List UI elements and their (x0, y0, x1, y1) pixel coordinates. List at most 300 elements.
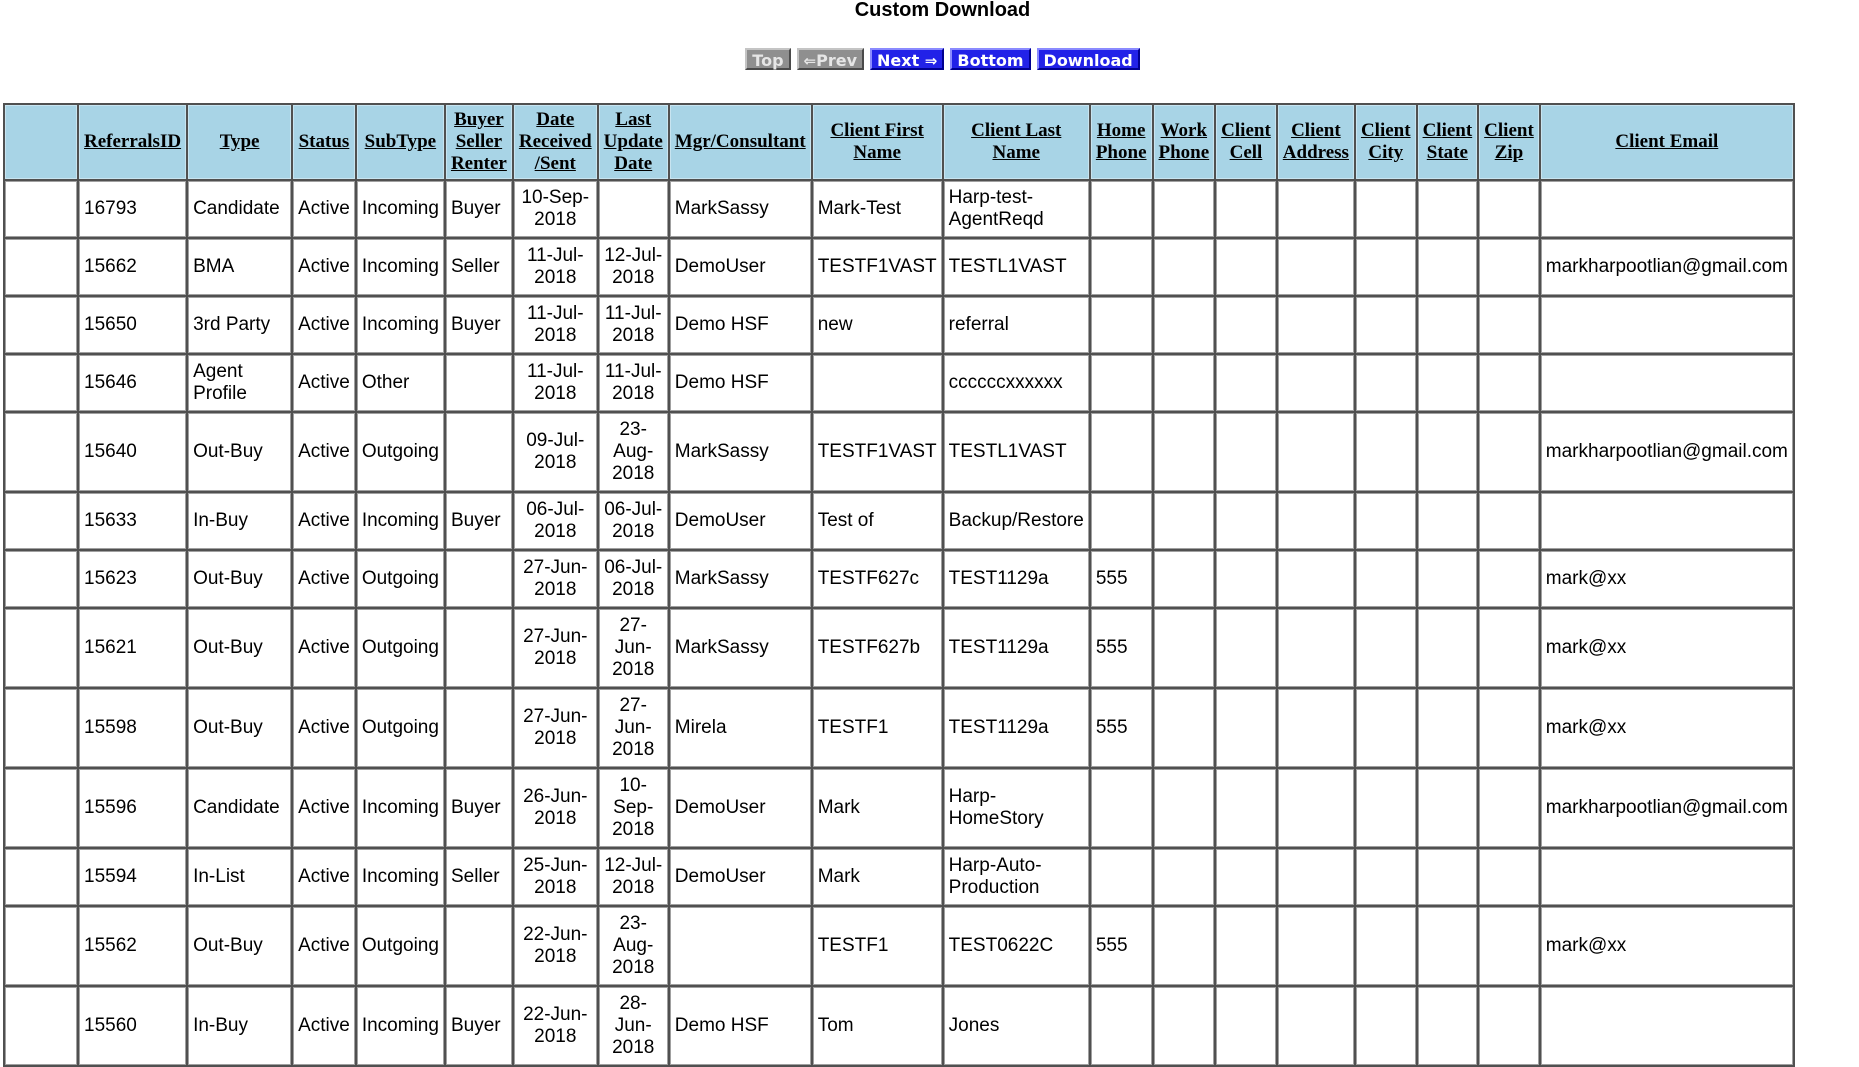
download-button[interactable] (1037, 48, 1140, 70)
table-cell: 15662 (79, 239, 186, 295)
table-cell (1216, 181, 1276, 237)
table-cell: 555 (1091, 907, 1152, 985)
table-cell: In-List (188, 849, 291, 905)
column-header[interactable] (813, 105, 942, 179)
table-cell: Out-Buy (188, 689, 291, 767)
table-cell: Mark-Test (813, 181, 942, 237)
table-cell (1278, 413, 1354, 491)
table-row (5, 689, 1793, 767)
table-cell (1278, 907, 1354, 985)
table-cell (1479, 551, 1539, 607)
table-cell (1278, 689, 1354, 767)
next-button[interactable] (870, 48, 944, 70)
table-cell (1216, 297, 1276, 353)
table-cell: 23-Aug-2018 (599, 907, 668, 985)
table-cell: 555 (1091, 551, 1152, 607)
table-row (5, 493, 1793, 549)
table-cell: 06-Jul-2018 (599, 551, 668, 607)
table-cell: Outgoing (357, 907, 444, 985)
header-row (5, 105, 1793, 179)
table-cell: Out-Buy (188, 609, 291, 687)
table-cell (1216, 609, 1276, 687)
table-cell: Incoming (357, 849, 444, 905)
column-header[interactable] (1216, 105, 1276, 179)
table-cell: 3rd Party (188, 297, 291, 353)
table-cell: 15621 (79, 609, 186, 687)
column-header-label[interactable]: Mgr/Consultant (674, 131, 806, 152)
table-cell (1418, 769, 1478, 847)
table-cell (446, 689, 512, 767)
table-cell (1418, 413, 1478, 491)
column-header-label[interactable]: Client City (1360, 120, 1411, 163)
table-cell: BMA (188, 239, 291, 295)
table-cell: 23-Aug-2018 (599, 413, 668, 491)
table-cell: TEST0622C (944, 907, 1089, 985)
table-cell (1418, 907, 1478, 985)
column-header[interactable] (357, 105, 444, 179)
table-cell (1154, 181, 1215, 237)
table-body (5, 181, 1793, 1065)
table-cell (1479, 297, 1539, 353)
table-cell: MarkSassy (670, 413, 811, 491)
table-cell: Demo HSF (670, 355, 811, 411)
arrow-left-icon: ⇐ (803, 52, 817, 70)
table-cell (670, 907, 811, 985)
table-cell: In-Buy (188, 987, 291, 1065)
table-cell (1479, 609, 1539, 687)
table-cell: Outgoing (357, 609, 444, 687)
table-cell (1091, 239, 1152, 295)
table-cell: Harp-test-AgentReqd (944, 181, 1089, 237)
table-cell (1356, 297, 1416, 353)
table-row (5, 355, 1793, 411)
table-cell: 27-Jun-2018 (599, 609, 668, 687)
table-cell: Test of (813, 493, 942, 549)
table-cell (1154, 493, 1215, 549)
table-cell (1479, 849, 1539, 905)
table-cell (1154, 689, 1215, 767)
column-header[interactable] (188, 105, 291, 179)
table-cell (5, 987, 77, 1065)
table-cell: TESTL1VAST (944, 413, 1089, 491)
table-cell (5, 297, 77, 353)
arrow-right-icon: ⇒ (924, 52, 938, 70)
table-cell: ccccccxxxxxx (944, 355, 1089, 411)
column-header[interactable] (79, 105, 186, 179)
table-cell: MarkSassy (670, 551, 811, 607)
table-cell: Mirela (670, 689, 811, 767)
table-cell (1278, 849, 1354, 905)
table-cell (1154, 297, 1215, 353)
table-cell (1154, 769, 1215, 847)
table-cell (1216, 849, 1276, 905)
table-cell (1418, 849, 1478, 905)
column-header[interactable] (1091, 105, 1152, 179)
table-cell: 15633 (79, 493, 186, 549)
column-header[interactable] (1418, 105, 1478, 179)
column-header[interactable] (670, 105, 811, 179)
table-cell: 15623 (79, 551, 186, 607)
table-cell: 15594 (79, 849, 186, 905)
table-cell (1356, 987, 1416, 1065)
table-cell: DemoUser (670, 849, 811, 905)
table-cell (1091, 297, 1152, 353)
column-header-label[interactable]: SubType (364, 131, 437, 152)
table-cell: TESTF1 (813, 689, 942, 767)
table-cell: Outgoing (357, 413, 444, 491)
table-cell: Incoming (357, 493, 444, 549)
column-header-label[interactable]: Work Phone (1158, 120, 1210, 163)
table-cell (1356, 849, 1416, 905)
table-cell (1091, 849, 1152, 905)
table-cell: 15562 (79, 907, 186, 985)
table-cell: Buyer (446, 769, 512, 847)
table-row (5, 181, 1793, 237)
table-cell: Agent Profile (188, 355, 291, 411)
next-label: Next (877, 51, 920, 70)
table-cell: 27-Jun-2018 (514, 551, 597, 607)
table-cell: Active (293, 609, 355, 687)
table-cell (1541, 181, 1793, 237)
column-header-label[interactable]: Client Email (1615, 131, 1719, 152)
table-cell: markharpootlian@gmail.com (1541, 769, 1793, 847)
table-cell (1356, 689, 1416, 767)
table-cell: Active (293, 297, 355, 353)
top-label: Top (752, 51, 784, 70)
table-cell: 11-Jul-2018 (599, 355, 668, 411)
table-row (5, 907, 1793, 985)
table-cell: 11-Jul-2018 (514, 239, 597, 295)
table-cell (1216, 551, 1276, 607)
prev-label: Prev (816, 51, 857, 70)
column-header[interactable] (1278, 105, 1354, 179)
table-cell (1356, 355, 1416, 411)
table-cell: 15598 (79, 689, 186, 767)
table-cell: TESTF627b (813, 609, 942, 687)
table-cell (1154, 987, 1215, 1065)
table-cell: Active (293, 849, 355, 905)
table-cell: MarkSassy (670, 181, 811, 237)
table-cell: Active (293, 239, 355, 295)
pagination-toolbar (0, 48, 1859, 70)
table-cell (5, 769, 77, 847)
table-cell: Demo HSF (670, 297, 811, 353)
table-cell: 15560 (79, 987, 186, 1065)
table-cell: Active (293, 355, 355, 411)
table-cell (1418, 609, 1478, 687)
table-cell: 27-Jun-2018 (514, 609, 597, 687)
prev-button[interactable] (797, 48, 864, 70)
table-cell: 555 (1091, 689, 1152, 767)
table-cell (1091, 493, 1152, 549)
column-header[interactable] (514, 105, 597, 179)
table-cell (1418, 239, 1478, 295)
table-cell: Buyer (446, 493, 512, 549)
table-cell: referral (944, 297, 1089, 353)
table-row (5, 849, 1793, 905)
table-cell (5, 849, 77, 905)
column-header-label[interactable]: Client Address (1282, 120, 1349, 163)
table-cell: 22-Jun-2018 (514, 907, 597, 985)
table-cell (5, 609, 77, 687)
table-cell (1479, 769, 1539, 847)
table-cell: 11-Jul-2018 (514, 297, 597, 353)
table-cell: Active (293, 413, 355, 491)
table-cell (1091, 181, 1152, 237)
table-cell (1541, 987, 1793, 1065)
table-cell: TEST1129a (944, 551, 1089, 607)
table-cell (1278, 551, 1354, 607)
table-cell: DemoUser (670, 769, 811, 847)
table-cell: 15596 (79, 769, 186, 847)
table-cell (1278, 987, 1354, 1065)
column-header-label[interactable]: Client State (1422, 120, 1473, 163)
table-cell: Mark (813, 849, 942, 905)
table-cell (1216, 355, 1276, 411)
table-cell (1418, 355, 1478, 411)
column-header[interactable] (944, 105, 1089, 179)
table-cell (813, 355, 942, 411)
table-cell: Other (357, 355, 444, 411)
table-cell: MarkSassy (670, 609, 811, 687)
table-cell: 27-Jun-2018 (514, 689, 597, 767)
table-cell (1541, 493, 1793, 549)
table-cell (1278, 493, 1354, 549)
table-cell: Out-Buy (188, 551, 291, 607)
table-cell (1154, 849, 1215, 905)
table-cell: 27-Jun-2018 (599, 689, 668, 767)
table-row (5, 239, 1793, 295)
table-cell (1418, 987, 1478, 1065)
table-cell (1216, 769, 1276, 847)
table-cell: Active (293, 769, 355, 847)
table-row (5, 769, 1793, 847)
table-cell: mark@xx (1541, 689, 1793, 767)
table-cell (1479, 239, 1539, 295)
table-cell (1278, 609, 1354, 687)
bottom-button[interactable] (950, 48, 1030, 70)
table-cell: Outgoing (357, 551, 444, 607)
column-header[interactable] (293, 105, 355, 179)
table-cell (5, 551, 77, 607)
column-header-label[interactable]: Type (219, 131, 260, 152)
table-cell: mark@xx (1541, 907, 1793, 985)
table-cell: 15650 (79, 297, 186, 353)
bottom-label: Bottom (957, 51, 1024, 70)
top-button[interactable] (745, 48, 790, 70)
column-header-label[interactable]: Date Received /Sent (518, 109, 592, 174)
table-cell: TEST1129a (944, 609, 1089, 687)
referrals-table (3, 103, 1795, 1067)
table-cell: Demo HSF (670, 987, 811, 1065)
table-cell: Incoming (357, 987, 444, 1065)
table-cell: TESTL1VAST (944, 239, 1089, 295)
table-cell: Seller (446, 849, 512, 905)
table-cell (1091, 987, 1152, 1065)
table-cell: 09-Jul-2018 (514, 413, 597, 491)
table-row (5, 551, 1793, 607)
table-cell: Seller (446, 239, 512, 295)
table-cell (1418, 493, 1478, 549)
table-cell: 26-Jun-2018 (514, 769, 597, 847)
column-header[interactable] (1154, 105, 1215, 179)
table-cell (1356, 907, 1416, 985)
table-cell: Active (293, 551, 355, 607)
table-cell (446, 907, 512, 985)
table-cell (1278, 355, 1354, 411)
column-header (5, 105, 77, 179)
table-cell: Jones (944, 987, 1089, 1065)
column-header[interactable] (599, 105, 668, 179)
table-cell (1541, 849, 1793, 905)
column-header-label[interactable]: Client Zip (1484, 120, 1534, 163)
table-cell: Mark (813, 769, 942, 847)
table-cell (1418, 551, 1478, 607)
table-row (5, 297, 1793, 353)
table-cell: Incoming (357, 239, 444, 295)
table-cell (5, 239, 77, 295)
table-cell (1356, 493, 1416, 549)
table-cell (1541, 297, 1793, 353)
table-cell (446, 413, 512, 491)
table-cell (5, 355, 77, 411)
table-cell (1154, 551, 1215, 607)
table-cell: Outgoing (357, 689, 444, 767)
table-cell: Backup/Restore (944, 493, 1089, 549)
table-cell: 12-Jul-2018 (599, 239, 668, 295)
table-cell: Active (293, 181, 355, 237)
column-header[interactable] (1479, 105, 1539, 179)
table-cell (1418, 181, 1478, 237)
column-header-label[interactable]: Client Last Name (971, 120, 1062, 163)
column-header-label[interactable]: Buyer Seller Renter (450, 109, 507, 174)
table-cell: Active (293, 907, 355, 985)
table-cell (1154, 355, 1215, 411)
table-cell (1091, 355, 1152, 411)
table-cell (1278, 769, 1354, 847)
table-cell: TESTF1VAST (813, 413, 942, 491)
table-cell: 10-Sep-2018 (599, 769, 668, 847)
table-cell (1418, 297, 1478, 353)
table-cell: 15640 (79, 413, 186, 491)
table-cell: Out-Buy (188, 907, 291, 985)
table-cell: markharpootlian@gmail.com (1541, 413, 1793, 491)
table-cell (1278, 297, 1354, 353)
table-cell: Buyer (446, 987, 512, 1065)
table-cell (1154, 239, 1215, 295)
table-cell: Out-Buy (188, 413, 291, 491)
table-cell (1216, 987, 1276, 1065)
table-cell: 25-Jun-2018 (514, 849, 597, 905)
table-cell: Buyer (446, 297, 512, 353)
table-cell (1091, 769, 1152, 847)
table-cell: TEST1129a (944, 689, 1089, 767)
table-cell (1154, 609, 1215, 687)
table-cell: new (813, 297, 942, 353)
table-cell: TESTF1 (813, 907, 942, 985)
table-cell: 06-Jul-2018 (599, 493, 668, 549)
table-cell (1278, 239, 1354, 295)
table-cell (1356, 181, 1416, 237)
table-cell: Active (293, 689, 355, 767)
table-cell: Incoming (357, 769, 444, 847)
column-header[interactable] (1541, 105, 1793, 179)
column-header-label[interactable]: ReferralsID (84, 131, 182, 152)
table-cell (1479, 689, 1539, 767)
table-cell: DemoUser (670, 493, 811, 549)
table-cell: 22-Jun-2018 (514, 987, 597, 1065)
table-cell: 10-Sep-2018 (514, 181, 597, 237)
page-title: Custom Download (854, 0, 1031, 21)
table-cell (1479, 987, 1539, 1065)
table-cell: mark@xx (1541, 551, 1793, 607)
table-cell (1091, 413, 1152, 491)
table-cell (446, 551, 512, 607)
table-cell (1154, 907, 1215, 985)
table-cell: Tom (813, 987, 942, 1065)
table-cell: TESTF627c (813, 551, 942, 607)
table-cell: 28-Jun-2018 (599, 987, 668, 1065)
table-cell: Active (293, 493, 355, 549)
table-cell (1479, 493, 1539, 549)
table-cell (1479, 413, 1539, 491)
column-header-label[interactable]: Home Phone (1095, 120, 1147, 163)
table-cell: 06-Jul-2018 (514, 493, 597, 549)
table-row (5, 609, 1793, 687)
table-cell: mark@xx (1541, 609, 1793, 687)
table-row (5, 987, 1793, 1065)
table-cell: DemoUser (670, 239, 811, 295)
table-cell: TESTF1VAST (813, 239, 942, 295)
table-cell (1216, 413, 1276, 491)
column-header-label[interactable]: Client First Name (830, 120, 924, 163)
table-cell (1479, 907, 1539, 985)
table-cell (1154, 413, 1215, 491)
table-cell (1356, 609, 1416, 687)
table-cell: markharpootlian@gmail.com (1541, 239, 1793, 295)
table-cell: Incoming (357, 297, 444, 353)
table-cell (5, 689, 77, 767)
column-header[interactable] (1356, 105, 1416, 179)
table-cell: Incoming (357, 181, 444, 237)
table-cell: Buyer (446, 181, 512, 237)
table-cell (5, 181, 77, 237)
table-cell (1356, 769, 1416, 847)
download-label: Download (1043, 51, 1133, 70)
table-cell (1356, 551, 1416, 607)
column-header-label[interactable]: Client Cell (1221, 120, 1271, 163)
table-cell: Harp-Auto-Production (944, 849, 1089, 905)
table-cell: 11-Jul-2018 (599, 297, 668, 353)
column-header-label[interactable]: Status (298, 131, 350, 152)
table-cell: Candidate (188, 769, 291, 847)
table-cell (5, 413, 77, 491)
table-cell (1216, 689, 1276, 767)
table-cell (1216, 239, 1276, 295)
table-cell (1216, 907, 1276, 985)
table-cell (1418, 689, 1478, 767)
table-cell: 555 (1091, 609, 1152, 687)
table-cell (1479, 355, 1539, 411)
table-cell: 16793 (79, 181, 186, 237)
column-header-label[interactable]: Last Update Date (603, 109, 663, 174)
table-cell (446, 355, 512, 411)
table-cell (1356, 413, 1416, 491)
table-cell (1216, 493, 1276, 549)
table-cell: 11-Jul-2018 (514, 355, 597, 411)
column-header[interactable] (446, 105, 512, 179)
table-cell: In-Buy (188, 493, 291, 549)
